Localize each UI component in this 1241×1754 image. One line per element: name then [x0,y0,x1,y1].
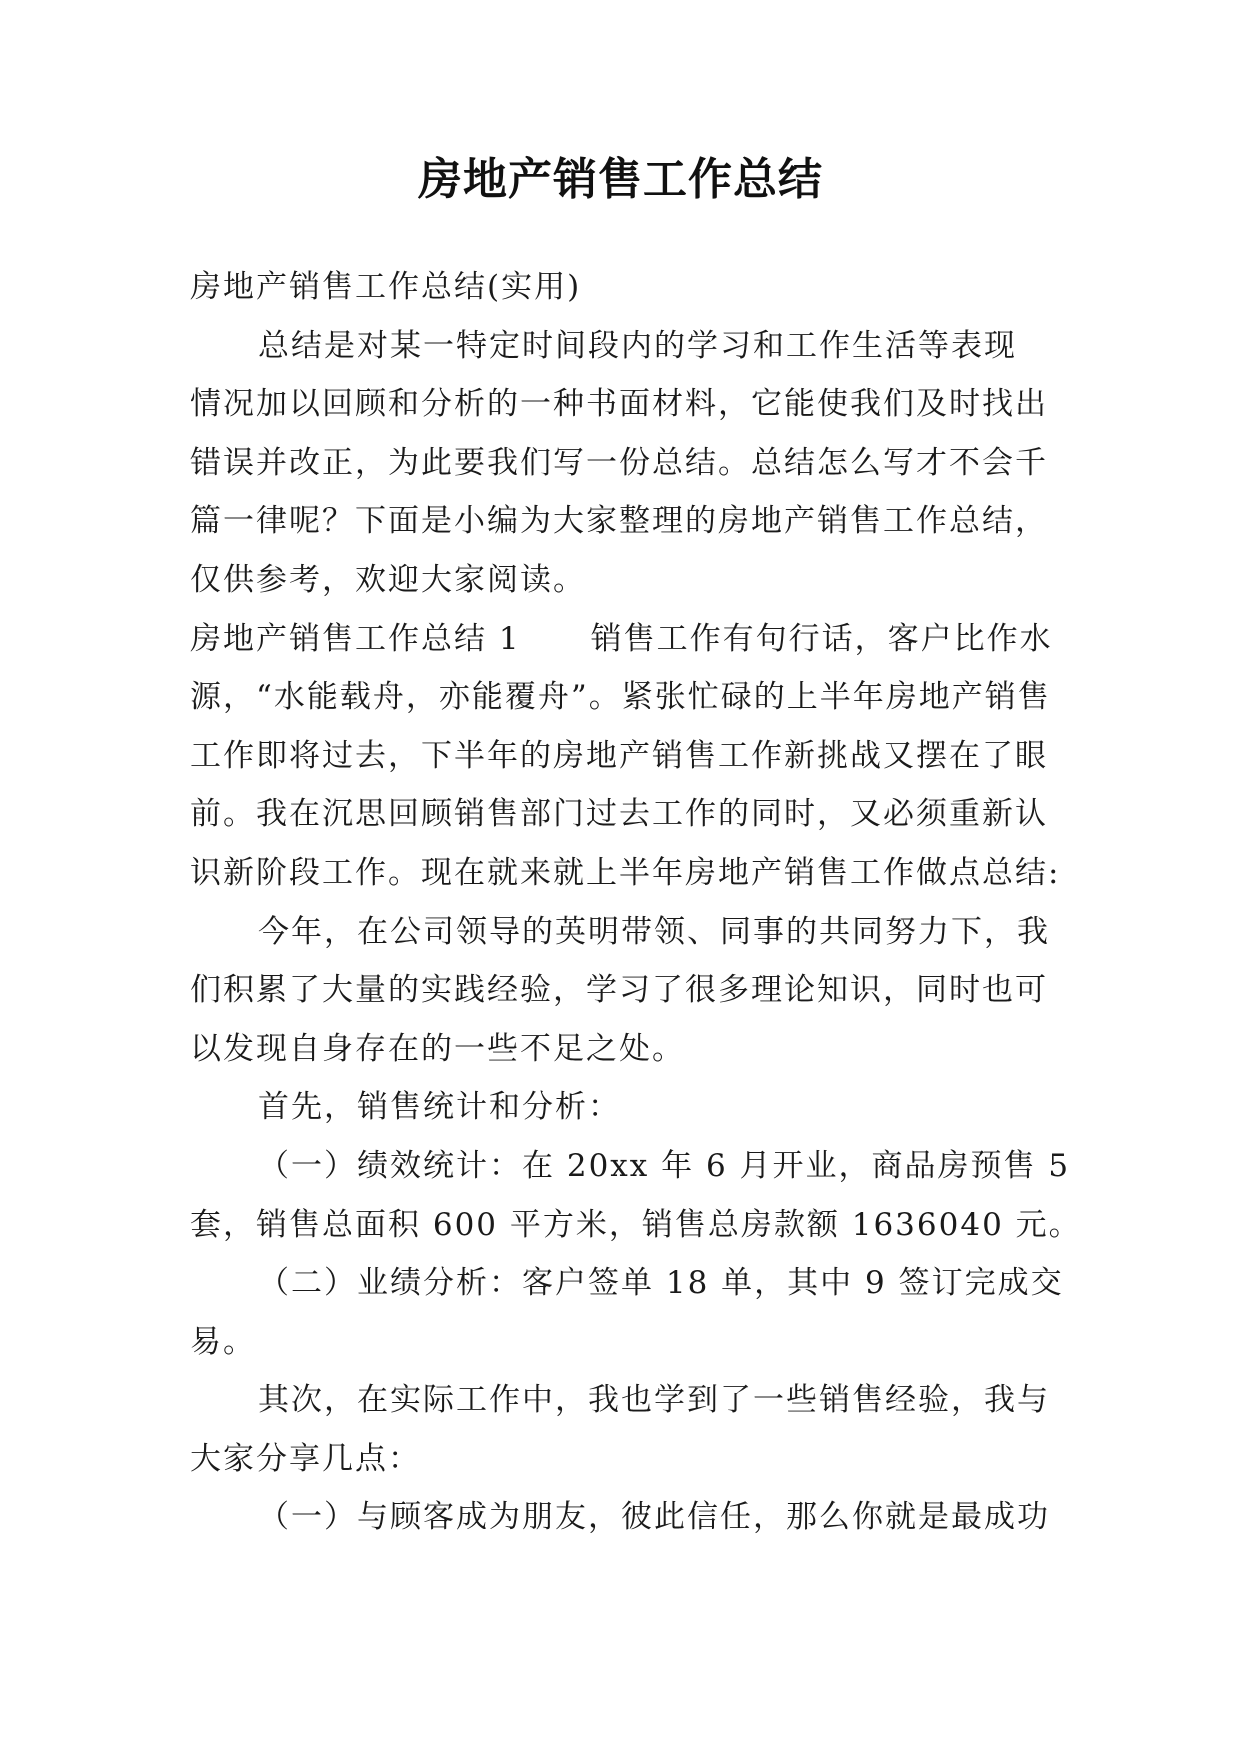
paragraph-line: 易。 [190,1323,256,1360]
paragraph-line: 工作即将过去，下半年的房地产销售工作新挑战又摆在了眼 [190,737,1048,774]
document-body [190,258,1082,1547]
section-heading: 房地产销售工作总结 1 [190,620,521,657]
paragraph-line: 大家分享几点： [190,1440,421,1477]
paragraph-line: 源，“水能载舟，亦能覆舟”。紧张忙碌的上半年房地产销售 [190,679,1051,716]
paragraph-line: 们积累了大量的实践经验，学习了很多理论知识，同时也可 [190,972,1048,1009]
paragraph-line: 识新阶段工作。现在就来就上半年房地产销售工作做点总结: [190,854,1061,891]
paragraph-line: 篇一律呢？下面是小编为大家整理的房地产销售工作总结， [190,503,1048,540]
document-title: 房地产销售工作总结 [418,154,823,205]
paragraph-line: 以发现自身存在的一些不足之处。 [190,1030,685,1067]
paragraph-line: 总结是对某一特定时间段内的学习和工作生活等表现 [258,327,1017,364]
paragraph-line: 其次，在实际工作中，我也学到了一些销售经验，我与 [258,1382,1050,1419]
paragraph-line: 前。我在沉思回顾销售部门过去工作的同时，又必须重新认 [190,796,1048,833]
paragraph-line: 仅供参考，欢迎大家阅读。 [190,561,586,598]
paragraph-line: （一）绩效统计：在 20xx 年 6 月开业，商品房预售 5 [258,1147,1071,1184]
paragraph-line: 首先，销售统计和分析： [258,1089,621,1126]
section-heading-line [190,610,1070,669]
paragraph-text: 销售工作有句行话，客户比作水 [590,620,1053,657]
paragraph-line: 情况加以回顾和分析的一种书面材料，它能使我们及时找出 [190,386,1048,423]
paragraph-line: 套，销售总面积 600 平方米，销售总房款额 1636040 元。 [190,1206,1082,1243]
paragraph-line: （一）与顾客成为朋友，彼此信任，那么你就是最成功 [258,1499,1050,1536]
subtitle-line: 房地产销售工作总结(实用) [190,269,582,305]
paragraph-line: 错误并改正，为此要我们写一份总结。总结怎么写才不会千 [190,444,1048,481]
paragraph-line: （二）业绩分析：客户签单 18 单，其中 9 签订完成交 [258,1265,1064,1302]
paragraph-line: 今年，在公司领导的英明带领、同事的共同努力下，我 [258,913,1050,950]
